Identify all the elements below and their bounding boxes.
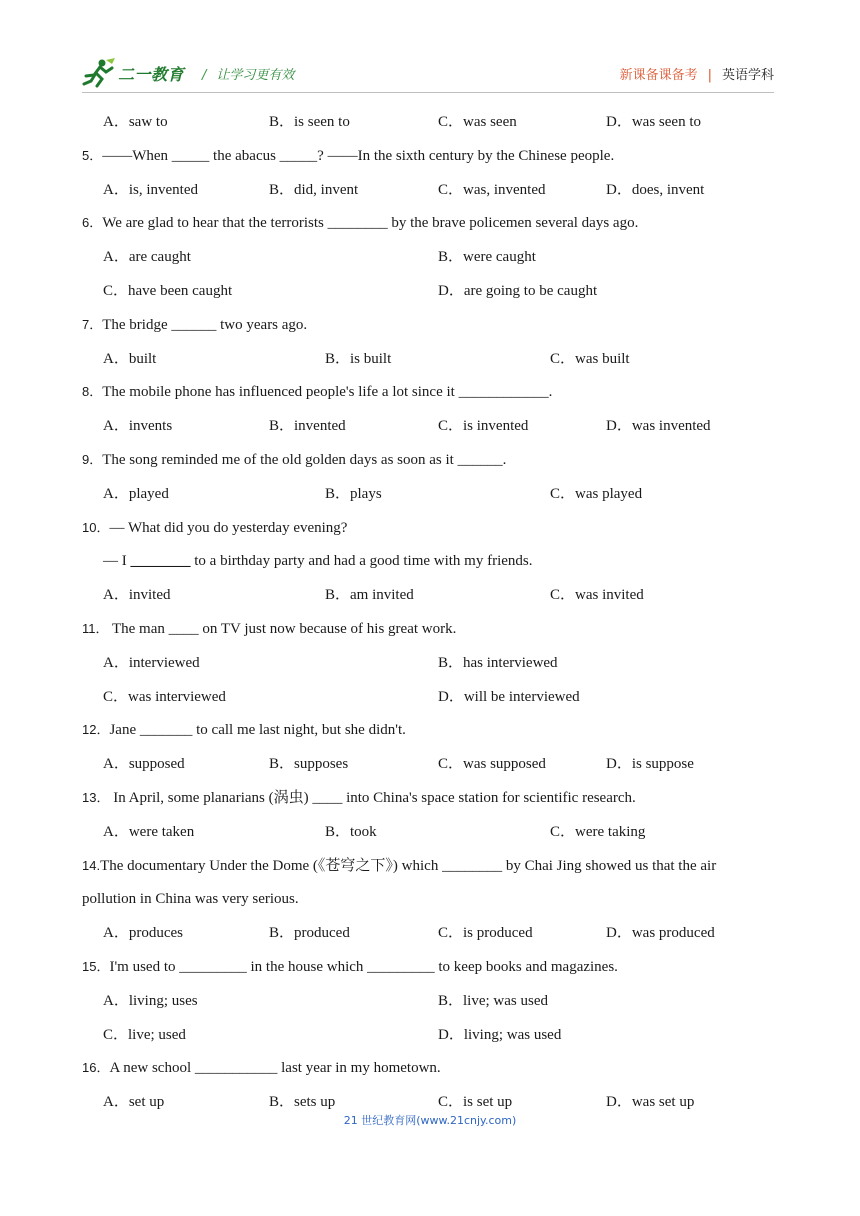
question-text: — What did you do yesterday evening? xyxy=(109,520,348,536)
question-stem xyxy=(0,856,860,876)
question-number: 5． xyxy=(82,148,103,163)
option-b[interactable]: B．sets up xyxy=(269,1094,336,1110)
question-text: We are glad to hear that the terrorists ________ by the brave policemen several days ago. xyxy=(102,215,639,231)
question-text: The bridge ______ two years ago. xyxy=(102,317,308,333)
option-a[interactable]: A．invited xyxy=(103,587,171,603)
option-c[interactable]: C．is invented xyxy=(438,418,529,434)
question-text: The man ____ on TV just now because of his great work. xyxy=(108,621,457,637)
option-a[interactable]: A．played xyxy=(103,486,169,502)
option-a[interactable]: A．living; uses xyxy=(103,993,198,1009)
option-a[interactable]: A．produces xyxy=(103,925,183,941)
option-c[interactable]: C．have been caught xyxy=(103,283,233,299)
option-row xyxy=(0,484,860,504)
option-b[interactable]: B．produced xyxy=(269,925,350,941)
option-a[interactable]: A．is, invented xyxy=(103,182,198,198)
option-b[interactable]: B．took xyxy=(325,824,377,840)
question-text: ——When _____ the abacus _____? ——In the sixth century by the Chinese people. xyxy=(102,148,615,164)
option-d[interactable]: D．are going to be caught xyxy=(438,283,598,299)
question-stem xyxy=(0,720,860,740)
option-c[interactable]: C．is produced xyxy=(438,925,533,941)
option-d[interactable]: D．was produced xyxy=(606,925,715,941)
question-stem xyxy=(0,450,860,470)
dialog-text: to a birthday party and had a good time with my friends. xyxy=(190,553,533,569)
option-row xyxy=(0,112,860,132)
option-d[interactable]: D．was invented xyxy=(606,418,711,434)
option-c[interactable]: C．was seen xyxy=(438,114,517,130)
option-c[interactable]: C．was invited xyxy=(550,587,644,603)
question-number: 14. xyxy=(82,858,101,873)
option-b[interactable]: B．invented xyxy=(269,418,346,434)
option-c[interactable]: C．was played xyxy=(550,486,643,502)
question-stem xyxy=(0,619,860,639)
option-c[interactable]: C．live; used xyxy=(103,1027,186,1043)
option-row xyxy=(0,416,860,436)
option-b[interactable]: B．plays xyxy=(325,486,382,502)
option-a[interactable]: A．saw to xyxy=(103,114,168,130)
question-stem xyxy=(0,518,860,538)
option-d[interactable]: D．does, invent xyxy=(606,182,705,198)
option-c[interactable]: C．was, invented xyxy=(438,182,546,198)
option-b[interactable]: B．is seen to xyxy=(269,114,350,130)
question-stem xyxy=(0,315,860,335)
question-number: 11． xyxy=(82,621,109,636)
question-stem xyxy=(0,957,860,977)
option-row xyxy=(0,349,860,369)
option-row xyxy=(0,754,860,774)
option-row xyxy=(0,687,860,707)
question-stem xyxy=(0,382,860,402)
question-number: 9． xyxy=(82,452,103,467)
option-row xyxy=(0,180,860,200)
question-number: 6． xyxy=(82,215,103,230)
question-number: 16． xyxy=(82,1060,110,1075)
option-row xyxy=(0,281,860,301)
subject-text: 英语学科 xyxy=(721,68,774,83)
option-row xyxy=(0,585,860,605)
option-a[interactable]: A．built xyxy=(103,351,157,367)
option-a[interactable]: A．supposed xyxy=(103,756,185,772)
header-divider xyxy=(82,92,774,93)
option-c[interactable]: C．was built xyxy=(550,351,630,367)
question-text: The song reminded me of the old golden days as soon as it ______. xyxy=(102,452,507,468)
question-stem xyxy=(0,213,860,233)
question-text: I'm used to _________ in the house which _________ to keep books and magazines. xyxy=(109,959,618,975)
option-b[interactable]: B．has interviewed xyxy=(438,655,558,671)
option-row xyxy=(0,1092,860,1112)
option-a[interactable]: A．were taken xyxy=(103,824,195,840)
logo-text: 二一教育 xyxy=(118,64,185,84)
question-stem xyxy=(0,146,860,166)
slogan-text: 让学习更有效 xyxy=(216,68,295,83)
option-b[interactable]: B．did, invent xyxy=(269,182,359,198)
answer-blank: ________ xyxy=(130,553,191,569)
logo xyxy=(82,56,184,90)
question-text: The mobile phone has influenced people's life a lot since it ____________. xyxy=(102,384,553,400)
question-number: 12． xyxy=(82,722,110,737)
option-row xyxy=(0,653,860,673)
option-d[interactable]: D．will be interviewed xyxy=(438,689,580,705)
dialog-text: — I xyxy=(103,553,131,569)
question-stem xyxy=(0,1058,860,1078)
header-slogan: / 让学习更有效 xyxy=(202,68,295,83)
option-a[interactable]: A．interviewed xyxy=(103,655,200,671)
question-number: 10． xyxy=(82,520,110,535)
option-row xyxy=(0,991,860,1011)
question-text: A new school ___________ last year in my hometown. xyxy=(109,1060,441,1076)
option-a[interactable]: A．invents xyxy=(103,418,173,434)
question-text: In April, some planarians (涡虫) ____ into China's space station for scientific research. xyxy=(109,790,636,806)
option-b[interactable]: B．supposes xyxy=(269,756,349,772)
question-number: 7． xyxy=(82,317,103,332)
option-row xyxy=(0,923,860,943)
option-d[interactable]: D．was seen to xyxy=(606,114,701,130)
question-number: 15． xyxy=(82,959,110,974)
dialog-line xyxy=(0,551,860,571)
option-row xyxy=(0,822,860,842)
brand-text: 新课备课备考 xyxy=(619,68,698,83)
option-b[interactable]: B．is built xyxy=(325,351,392,367)
question-text: The documentary Under the Dome (《苍穹之下》) which ________ by Chai Jing showed us that the air xyxy=(100,858,717,874)
question-stem xyxy=(0,788,860,808)
question-text: Jane _______ to call me last night, but she didn't. xyxy=(109,722,406,738)
question-text: pollution in China was very serious. xyxy=(82,891,299,907)
question-number: 8． xyxy=(82,384,103,399)
option-d[interactable]: D．living; was used xyxy=(438,1027,562,1043)
option-row xyxy=(0,247,860,267)
running-figure-icon xyxy=(82,58,116,88)
option-a[interactable]: A．are caught xyxy=(103,249,191,265)
header-subject: 新课备课备考 | 英语学科 xyxy=(619,68,774,83)
option-a[interactable]: A．set up xyxy=(103,1094,165,1110)
option-b[interactable]: B．were caught xyxy=(438,249,536,265)
option-row xyxy=(0,1025,860,1045)
option-c[interactable]: C．were taking xyxy=(550,824,646,840)
option-c[interactable]: C．was interviewed xyxy=(103,689,226,705)
option-c[interactable]: C．is set up xyxy=(438,1094,513,1110)
footer-source[interactable]: 21 世纪教育网(www.21cnjy.com) xyxy=(343,1114,517,1127)
question-number: 13． xyxy=(82,790,110,805)
option-d[interactable]: D．was set up xyxy=(606,1094,695,1110)
question-continuation xyxy=(0,889,860,909)
option-b[interactable]: B．am invited xyxy=(325,587,414,603)
page-header xyxy=(82,54,774,92)
option-c[interactable]: C．was supposed xyxy=(438,756,546,772)
option-b[interactable]: B．live; was used xyxy=(438,993,548,1009)
option-d[interactable]: D．is suppose xyxy=(606,756,694,772)
